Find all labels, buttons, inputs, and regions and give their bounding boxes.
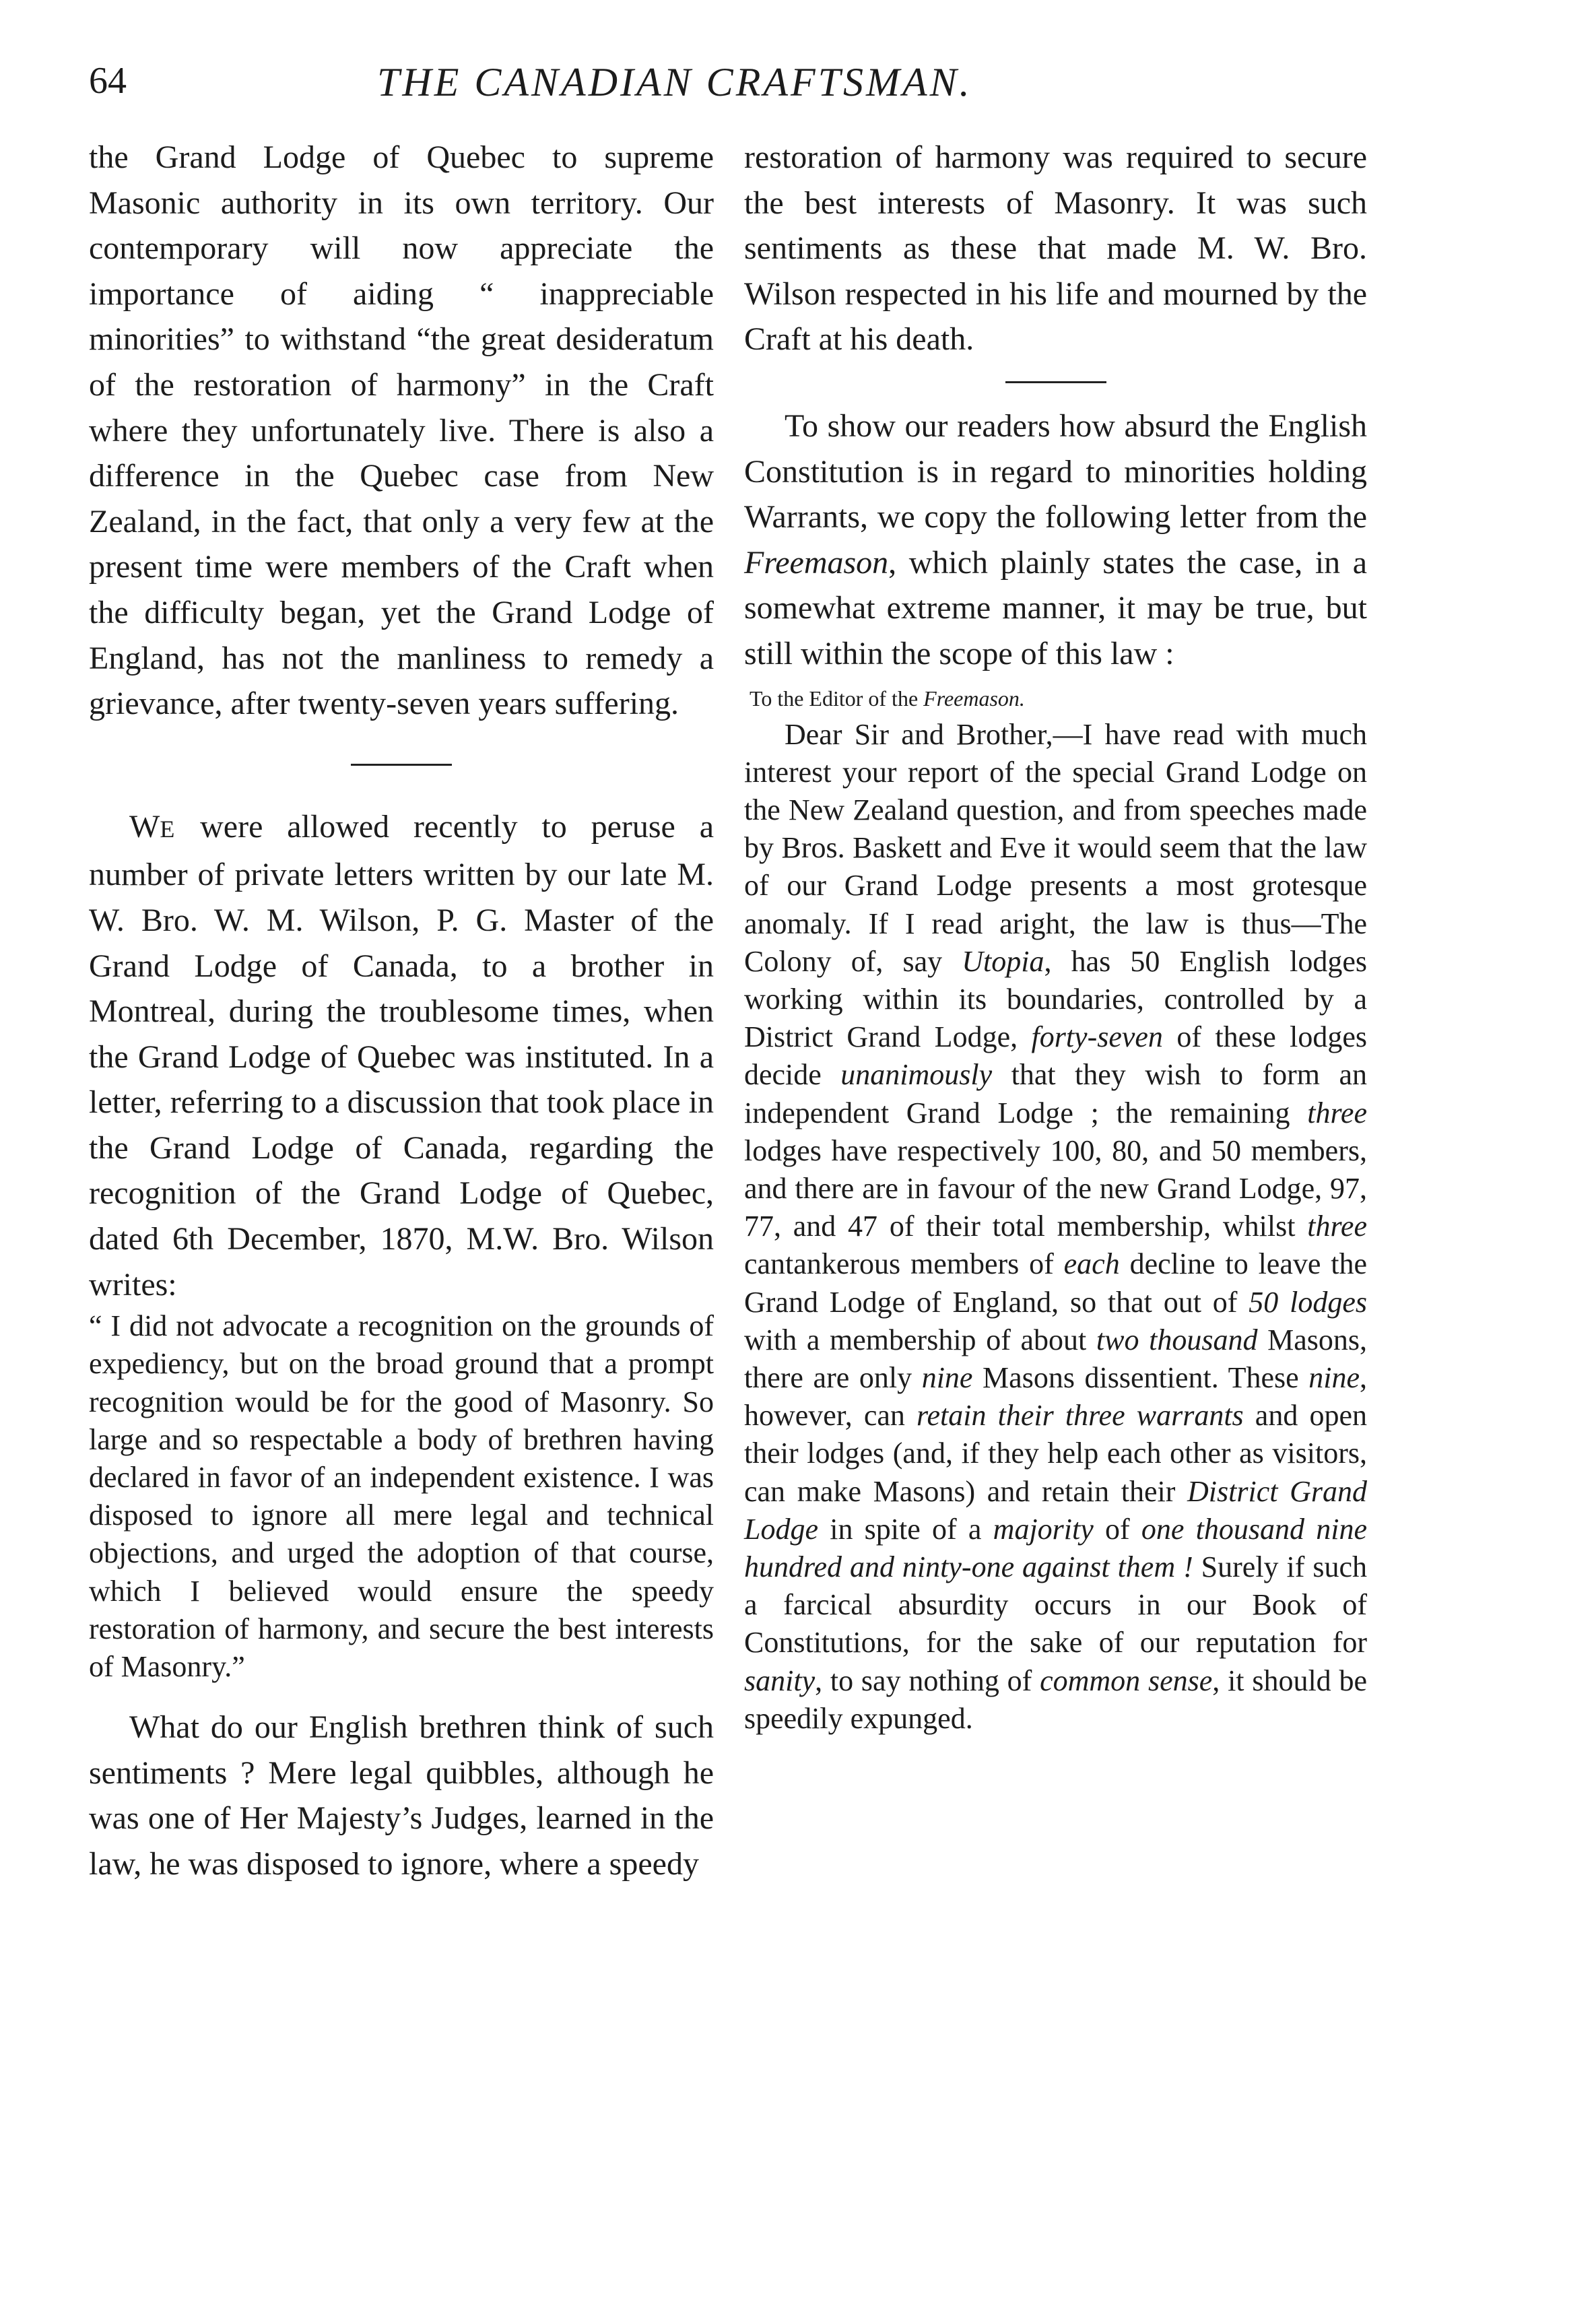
letter-text: in spite of a (818, 1512, 993, 1546)
right-paragraph-2 (744, 403, 1367, 677)
letter-text: , has 50 English lodges working within its boundaries, controlled by a District Grand Lodge, (744, 944, 1367, 1054)
left-paragraph-2-intro (89, 804, 714, 1308)
letter-emphasis: 50 lodges (1249, 1285, 1367, 1319)
letter-emphasis: sanity (744, 1664, 816, 1697)
letter-text: , however, can (744, 1360, 1367, 1433)
letter-emphasis: forty-seven (1031, 1020, 1163, 1054)
section-divider (1005, 381, 1106, 383)
page-number: 64 (89, 60, 127, 102)
letter-body (744, 716, 1367, 1738)
letter-text: with a membership of about (744, 1323, 1096, 1356)
letter-text: Surely if such a farcical absurdity occurs in our Book of Constitutions, for the sake of our reputation for (744, 1550, 1367, 1660)
letter-emphasis: each (1063, 1247, 1120, 1281)
letter-text: cantankerous members of (744, 1247, 1064, 1281)
letter-text: that they wish to form an independent Grand Lodge ; the remaining (744, 1058, 1368, 1129)
letter-text: decline to leave the Grand Lodge of England, so that out of (744, 1247, 1368, 1319)
letter-emphasis: unanimously (840, 1058, 993, 1092)
left-paragraph-1: the Grand Lodge of Quebec to supreme Masonic authority in its own territory. Our contemporary will now appreciate the importance of aiding “ inappreciable minorities” to withstand “the great desideratum of the restoration of harmony” in the Craft where they unfortunately live. There is also a difference in the Quebec case from New Zealand, in the fact, that only a very few at the present time were members of the Craft when the difficulty began, yet the Grand Lodge of England, has not the manliness to remedy a grievance, after twenty-seven years suffering. (89, 139, 714, 722)
left-paragraph-3: What do our English brethren think of such sentiments ? Mere legal quibbles, although he was one of Her Majesty’s Judges, learned in the law, he was disposed to ignore, where a speedy (89, 1709, 714, 1882)
running-title: THE CANADIAN CRAFTSMAN. (377, 60, 972, 104)
left-paragraph-2-body: were allowed recently to peruse a number of private letters written by our late M. W. Bro. W. M. Wilson, P. G. Master of the Grand Lodge of Canada, to a brother in Montreal, during the troublesome times, when the Grand Lodge of Quebec was instituted. In a letter, referring to a discussion that took place in the Grand Lodge of Canada, regarding the recognition of the Grand Lodge of Quebec, dated 6th December, 1870, M.W. Bro. Wilson writes: (89, 808, 714, 1303)
page-header (0, 59, 1596, 113)
letter-emphasis: three (1307, 1096, 1367, 1129)
letter-text: and open their lodges (and, if they help each other as visitors, can make Masons) and retain their (744, 1399, 1367, 1508)
left-column (89, 135, 714, 1887)
letter-emphasis: District Grand Lodge (744, 1474, 1367, 1546)
letter-text: Dear Sir and Brother,—I have read with much interest your report of the special Grand Lodge on the New Zealand question, and from speeches made by Bros. Baskett and Eve it would seem that the law of our Grand Lodge presents a most grotesque anomaly. If I read aright, the law is thus—The Colony of, say (744, 717, 1367, 978)
letter-text: of (1093, 1512, 1141, 1546)
letter-salutation (750, 684, 1367, 713)
letter-emphasis: common sense (1040, 1664, 1213, 1697)
letter-emphasis: majority (993, 1512, 1094, 1546)
letter-emphasis: one thousand nine hundred and ninty-one against them ! (744, 1512, 1367, 1583)
section-divider (351, 764, 452, 766)
small-caps-lead: E (160, 815, 176, 843)
drop-initial: W (129, 808, 160, 845)
right-paragraph-1: restoration of harmony was required to secure the best interests of Masonry. It was such sentiments as these that made M. W. Bro. Wilson respected in his life and mourned by the Craft at his death. (744, 139, 1367, 358)
salutation-publication: Freemason. (923, 686, 1025, 711)
letter-text: lodges have respectively 100, 80, and 50 members, and there are in favour of the new Grand Lodge, 97, 77, and 47 of their total membership, whilst (744, 1133, 1367, 1243)
letter-text: , to say nothing of (815, 1664, 1040, 1697)
letter-emphasis: retain their three warrants (917, 1399, 1244, 1433)
right-paragraph-2-text-end: , which plainly states the case, in a somewhat extreme manner, it may be true, but still within the scope of this law : (744, 544, 1367, 671)
letter-emphasis: three (1307, 1210, 1367, 1243)
salutation-text: To the Editor of the (750, 686, 924, 711)
right-paragraph-2-text: To show our readers how absurd the English Constitution is in regard to minorities holding Warrants, we copy the following letter from the (744, 407, 1367, 535)
right-column (744, 135, 1367, 1738)
letter-text: of these lodges decide (744, 1020, 1367, 1092)
letter-text: , it should be speedily expunged. (744, 1664, 1368, 1735)
left-paragraph-2-quote: “ I did not advocate a recognition on the grounds of expediency, but on the broad ground that a prompt recognition would be for the good of Masonry. So large and so respectable a body of brethren having declared in favor of an independent existence. I was disposed to ignore all mere legal and technical objections, and urged the adoption of that course, which I believed would ensure the speedy restoration of harmony, and secure the best interests of Masonry.” (89, 1309, 714, 1684)
letter-emphasis: nine (921, 1360, 973, 1394)
letter-emphasis: nine (1308, 1360, 1360, 1394)
letter-emphasis: two thousand (1096, 1323, 1258, 1356)
letter-text: Masons, there are only (744, 1323, 1368, 1394)
publication-name: Freemason (744, 544, 889, 581)
letter-emphasis: Utopia (962, 944, 1044, 978)
letter-text: Masons dissentient. These (972, 1360, 1309, 1394)
